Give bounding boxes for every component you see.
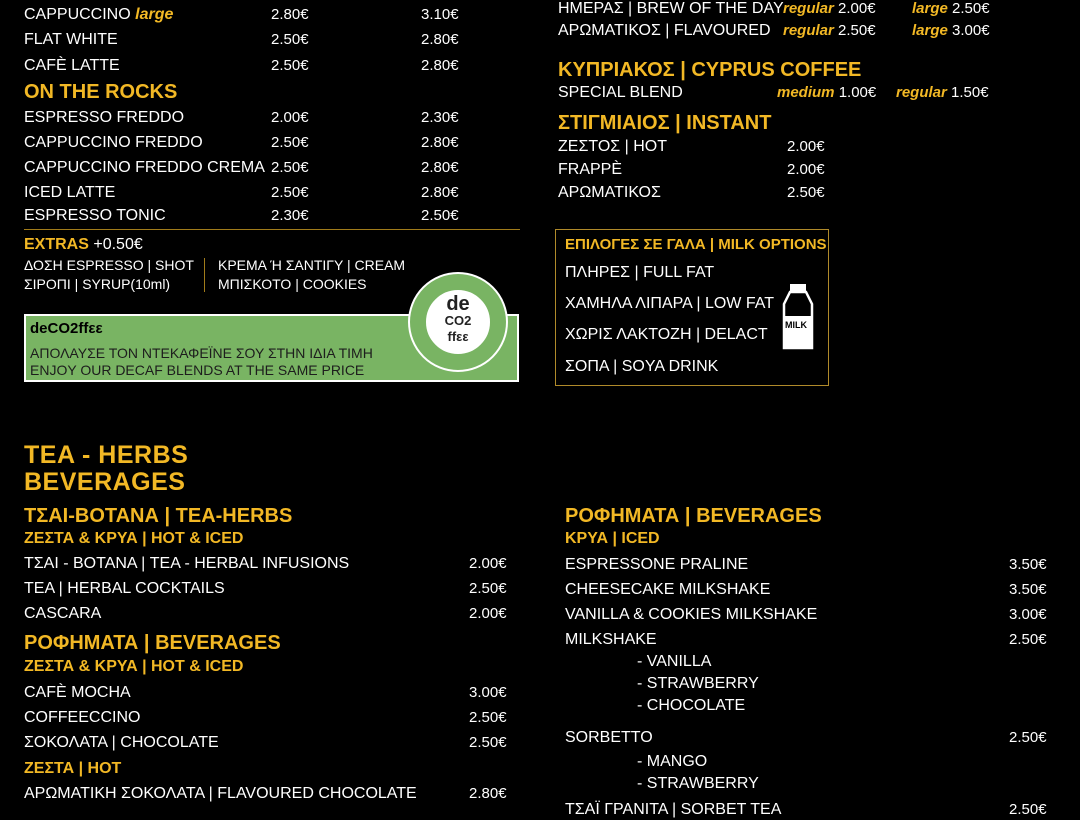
badge-text-co2: CO2 xyxy=(444,313,472,328)
flavour-option: - STRAWBERRY xyxy=(637,775,759,792)
section-title-cyprus: ΚΥΠΡΙΑΚΟΣ | CYPRUS COFFEE xyxy=(558,59,862,81)
price-large: 3.10€ xyxy=(421,6,459,23)
section-subtitle: ΖΕΣΤΑ | HOT xyxy=(24,760,122,777)
decaf-title: deCO2ffεε xyxy=(30,320,103,337)
decaf-badge-inner xyxy=(424,288,492,356)
section-title-on-the-rocks: ON THE ROCKS xyxy=(24,81,178,103)
milk-options-title: ΕΠΙΛΟΓΕΣ ΣΕ ΓΑΛΑ | MILK OPTIONS xyxy=(565,236,827,253)
menu-item-name: ΑΡΩΜΑΤΙΚΗ ΣΟΚΟΛΑΤΑ | FLAVOURED CHOCOLATE xyxy=(24,785,417,802)
price: 2.50€ xyxy=(1009,631,1047,648)
badge-text-ffee: ffεε xyxy=(447,329,469,344)
menu-item-name: CAFÈ LATTE xyxy=(24,57,120,74)
price-large: 2.80€ xyxy=(421,159,459,176)
menu-item-name: FLAT WHITE xyxy=(24,31,118,48)
price-regular: 2.50€ xyxy=(271,159,309,176)
price: 3.50€ xyxy=(1009,556,1047,573)
flavour-option: - CHOCOLATE xyxy=(637,697,746,714)
menu-item-name: ΗΜΕΡΑΣ | BREW OF THE DAY xyxy=(558,0,784,17)
section-subtitle: ΚΡΥΑ | ICED xyxy=(565,530,660,547)
price-regular: 2.50€ xyxy=(271,57,309,74)
menu-item-name: CHEESECAKE MILKSHAKE xyxy=(565,581,771,598)
menu-item-name: ΣΟΚΟΛΑΤΑ | CHOCOLATE xyxy=(24,734,219,751)
price-regular: regular 2.00€ xyxy=(783,0,876,17)
menu-item-name: CAPPUCCINO large xyxy=(24,6,174,23)
price: 2.50€ xyxy=(787,184,825,201)
section-subtitle: ΖΕΣΤΑ & ΚΡΥΑ | HOT & ICED xyxy=(24,530,244,547)
menu-item-name: ΑΡΩΜΑΤΙΚΟΣ | FLAVOURED xyxy=(558,22,771,39)
price: 3.00€ xyxy=(469,684,507,701)
price-regular: regular 1.50€ xyxy=(896,84,989,101)
size-label: large xyxy=(912,22,948,39)
decaf-line-greek: ΑΠΟΛΑΥΣΕ ΤΟΝ ΝΤΕΚΑΦΕΪΝΕ ΣΟΥ ΣΤΗΝ ΙΔΙΑ ΤΙΜΗ xyxy=(30,345,373,361)
extras-item: ΜΠΙΣΚΟΤΟ | COOKIES xyxy=(218,276,367,292)
flavour-option: - STRAWBERRY xyxy=(637,675,759,692)
menu-item-name: SORBETTO xyxy=(565,729,653,746)
section-title-tea-line2: BEVERAGES xyxy=(24,468,186,496)
menu-item-name: TEA | HERBAL COCKTAILS xyxy=(24,580,225,597)
price: 2.00€ xyxy=(787,138,825,155)
price: 2.00€ xyxy=(469,605,507,622)
decaf-badge xyxy=(408,272,508,372)
price: 3.00€ xyxy=(1009,606,1047,623)
section-title-instant: ΣΤΙΓΜΙΑΙΟΣ | INSTANT xyxy=(558,112,772,134)
price-large: large 2.50€ xyxy=(912,0,990,17)
extras-header xyxy=(24,235,143,255)
extras-title: EXTRAS xyxy=(24,236,89,253)
decaf-line-english: ENJOY OUR DECAF BLENDS AT THE SAME PRICE xyxy=(30,362,365,378)
size-label: large xyxy=(135,6,174,23)
price: 2.80€ xyxy=(469,785,507,802)
milk-option: ΣΟΠΑ | SOYA DRINK xyxy=(565,358,719,375)
price-large: large 3.00€ xyxy=(912,22,990,39)
price-regular: 2.30€ xyxy=(271,207,309,224)
size-label: medium xyxy=(777,84,835,101)
price-regular: 2.00€ xyxy=(271,109,309,126)
section-title-beverages: ΡΟΦΗΜΑΤΑ | BEVERAGES xyxy=(24,632,281,654)
section-title-tea-line1: TEA - HERBS xyxy=(24,441,189,469)
extras-item: ΔΟΣΗ ESPRESSO | SHOT xyxy=(24,257,194,273)
price-large: 2.80€ xyxy=(421,57,459,74)
flavour-option: - VANILLA xyxy=(637,653,712,670)
extras-divider xyxy=(204,258,205,292)
menu-item-name: ESPRESSO FREDDO xyxy=(24,109,185,126)
menu-item-name: ESPRESSO TONIC xyxy=(24,207,166,224)
menu-item-name: MILKSHAKE xyxy=(565,631,657,648)
price-large: 2.30€ xyxy=(421,109,459,126)
menu-item-name: ΖΕΣΤΟΣ | HOT xyxy=(558,138,667,155)
price-large: 2.80€ xyxy=(421,134,459,151)
milk-bottle-icon xyxy=(781,282,815,355)
menu-item-name: ESPRESSONE PRALINE xyxy=(565,556,749,573)
menu-item-name: CAFÈ MOCHA xyxy=(24,684,131,701)
price: 2.50€ xyxy=(1009,801,1047,818)
price: 2.50€ xyxy=(469,709,507,726)
size-label: regular xyxy=(896,84,947,101)
extras-item: ΣΙΡΟΠΙ | SYRUP(10ml) xyxy=(24,276,171,292)
milk-icon-label: MILK xyxy=(785,320,807,330)
section-subtitle: ΖΕΣΤΑ & ΚΡΥΑ | HOT & ICED xyxy=(24,658,244,675)
price-regular: regular 2.50€ xyxy=(783,22,876,39)
menu-item-name: COFFEECCINO xyxy=(24,709,141,726)
size-label: regular xyxy=(783,0,834,17)
menu-item-name: ΤΣΑΙ - ΒΟΤΑΝΑ | TEA - HERBAL INFUSIONS xyxy=(24,555,350,572)
menu-item-name: CAPPUCCINO FREDDO CREMA xyxy=(24,159,265,176)
menu-item-name: CASCARA xyxy=(24,605,102,622)
price-regular: 2.80€ xyxy=(271,6,309,23)
price: 3.50€ xyxy=(1009,581,1047,598)
menu-item-name: CAPPUCCINO FREDDO xyxy=(24,134,203,151)
menu-item-name: ΑΡΩΜΑΤΙΚΟΣ xyxy=(558,184,661,201)
menu-item-name: ΤΣΑΪ ΓΡΑΝΙΤΑ | SORBET TEA xyxy=(565,801,782,818)
section-title-tea-herbs: ΤΣΑΙ-ΒΟΤΑΝΑ | TEA-HERBS xyxy=(24,505,293,527)
price-regular: 2.50€ xyxy=(271,184,309,201)
section-title-beverages-iced: ΡΟΦΗΜΑΤΑ | BEVERAGES xyxy=(565,505,822,527)
price-medium: medium 1.00€ xyxy=(777,84,877,101)
badge-text-de: de xyxy=(446,293,470,315)
milk-option: ΠΛΗΡΕΣ | FULL FAT xyxy=(565,264,715,281)
price-large: 2.50€ xyxy=(421,207,459,224)
extras-item: ΚΡΕΜΑ Ή ΣΑΝΤΙΓΥ | CREAM xyxy=(218,257,406,273)
price-large: 2.80€ xyxy=(421,184,459,201)
milk-option: ΧΑΜΗΛΑ ΛΙΠΑΡΑ | LOW FAT xyxy=(565,295,774,312)
price-large: 2.80€ xyxy=(421,31,459,48)
size-label: regular xyxy=(783,22,834,39)
menu-item-name: ICED LATTE xyxy=(24,184,116,201)
divider xyxy=(24,229,520,230)
menu-item-name: FRAPPÈ xyxy=(558,161,623,178)
price-regular: 2.50€ xyxy=(271,134,309,151)
price: 2.00€ xyxy=(787,161,825,178)
price: 2.00€ xyxy=(469,555,507,572)
menu-item-name: VANILLA & COOKIES MILKSHAKE xyxy=(565,606,818,623)
price: 2.50€ xyxy=(469,734,507,751)
price: 2.50€ xyxy=(469,580,507,597)
menu-item-name: SPECIAL BLEND xyxy=(558,84,683,101)
flavour-option: - MANGO xyxy=(637,753,708,770)
size-label: large xyxy=(912,0,948,17)
price-regular: 2.50€ xyxy=(271,31,309,48)
price: 2.50€ xyxy=(1009,729,1047,746)
extras-price: +0.50€ xyxy=(93,236,143,253)
milk-option: ΧΩΡΙΣ ΛΑΚΤΟΖΗ | DELACT xyxy=(565,326,768,343)
